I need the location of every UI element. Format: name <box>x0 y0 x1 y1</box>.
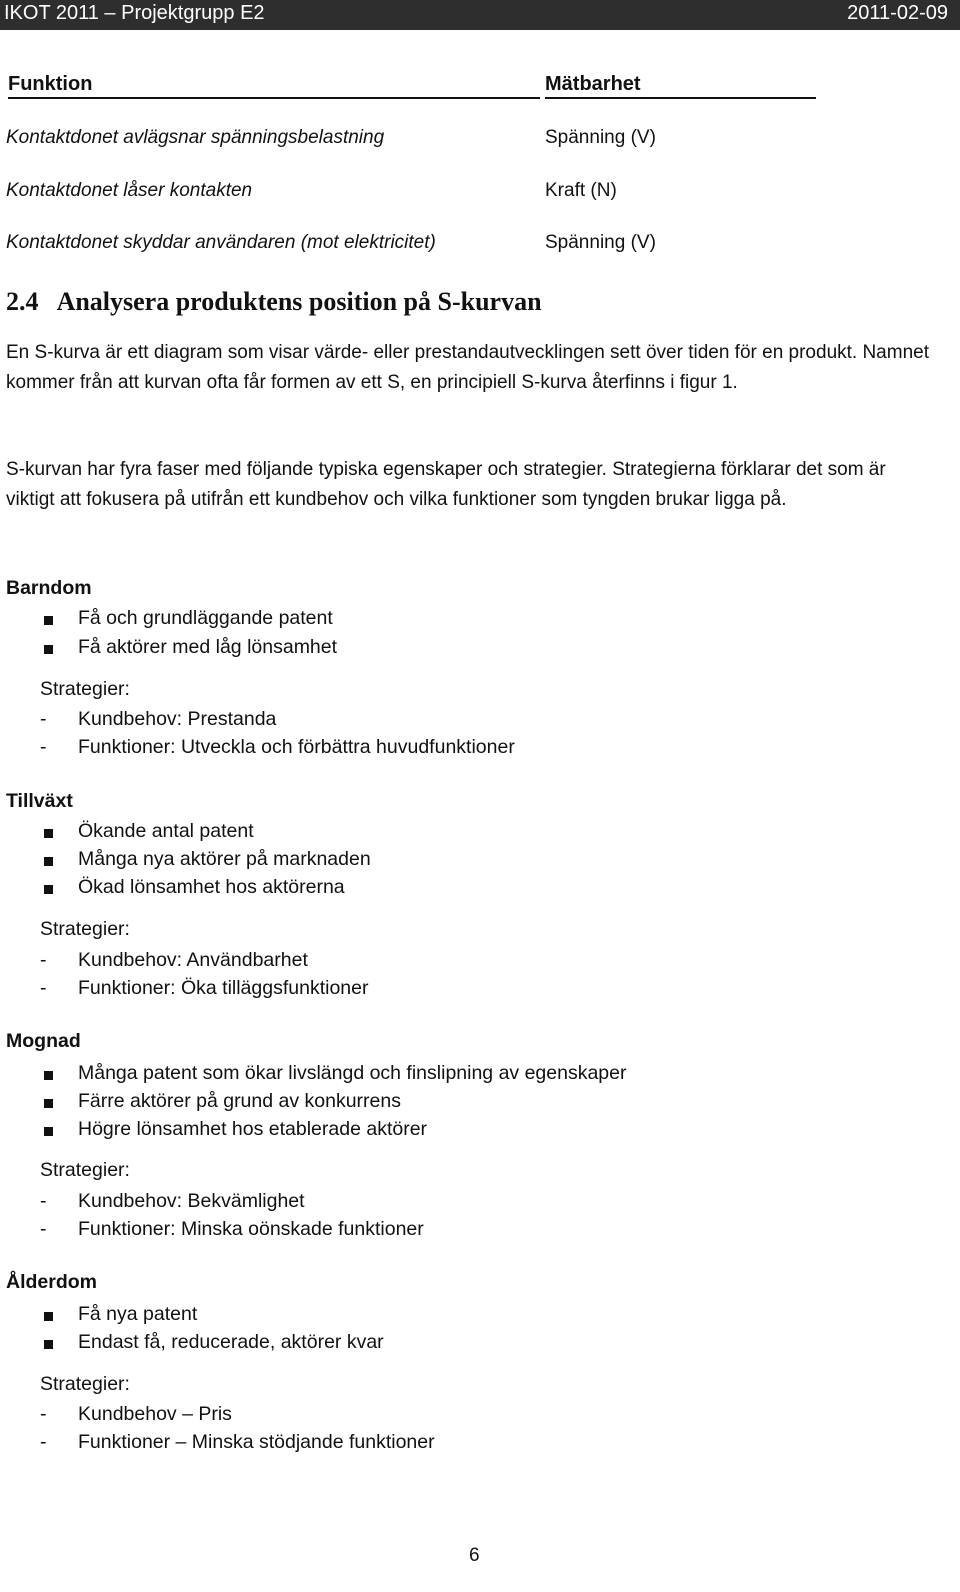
strategies-label: Strategier: <box>40 678 130 700</box>
phase-heading-mognad: Mognad <box>6 1030 81 1052</box>
dash-marker: - <box>40 1190 47 1212</box>
column-header-function: Funktion <box>8 73 540 99</box>
bullet-icon <box>44 616 53 625</box>
strategy-item: Kundbehov: Användbarhet <box>78 949 308 971</box>
bullet-icon <box>44 857 53 866</box>
strategy-item: Funktioner: Utveckla och förbättra huvudfunktioner <box>78 736 515 758</box>
column-header-measurability: Mätbarhet <box>545 73 816 99</box>
bullet-icon <box>44 1071 53 1080</box>
phase-heading-tillvaxt: Tillväxt <box>6 790 73 812</box>
paragraph-s-curve-phases: S-kurvan har fyra faser med följande typiska egenskaper och strategier. Strategierna förklarar det som är viktigt att fokusera på utifrån ett kundbehov och vilka funktioner som tyngden brukar ligga på. <box>6 459 886 510</box>
list-item: Få nya patent <box>78 1303 198 1325</box>
strategy-item: Kundbehov: Prestanda <box>78 708 277 730</box>
table-row-function: Kontaktdonet avlägsnar spänningsbelastning <box>6 127 385 148</box>
list-item: Få och grundläggande patent <box>78 607 333 629</box>
list-item: Högre lönsamhet hos etablerade aktörer <box>78 1118 428 1140</box>
paragraph-s-curve-definition: En S-kurva är ett diagram som visar värde- eller prestandautvecklingen sett över tiden för en produkt. Namnet kommer från att kurvan ofta får formen av ett S, en principiell S-kurva återfinns i figur 1. <box>6 342 929 393</box>
list-item: Ökande antal patent <box>78 820 254 842</box>
list-item: Endast få, reducerade, aktörer kvar <box>78 1331 384 1353</box>
table-row-function: Kontaktdonet låser kontakten <box>6 180 253 201</box>
page-number: 6 <box>469 1545 480 1566</box>
header-date: 2011-02-09 <box>847 2 948 24</box>
list-item: Färre aktörer på grund av konkurrens <box>78 1090 401 1112</box>
page-header <box>0 0 960 30</box>
bullet-icon <box>44 1099 53 1108</box>
dash-marker: - <box>40 708 47 730</box>
dash-marker: - <box>40 977 47 999</box>
table-row-measure: Kraft (N) <box>545 180 617 201</box>
dash-marker: - <box>40 949 47 971</box>
bullet-icon <box>44 829 53 838</box>
strategies-label: Strategier: <box>40 918 130 940</box>
bullet-icon <box>44 645 53 654</box>
section-heading: 2.4 Analysera produktens position på S-kurvan <box>6 287 542 316</box>
header-title: IKOT 2011 – Projektgrupp E2 <box>4 2 265 24</box>
table-row-measure: Spänning (V) <box>545 127 656 148</box>
bullet-icon <box>44 1127 53 1136</box>
dash-marker: - <box>40 1403 47 1425</box>
strategy-item: Funktioner – Minska stödjande funktioner <box>78 1431 435 1453</box>
strategy-item: Kundbehov: Bekvämlighet <box>78 1190 305 1212</box>
dash-marker: - <box>40 1218 47 1240</box>
dash-marker: - <box>40 736 47 758</box>
list-item: Många nya aktörer på marknaden <box>78 848 371 870</box>
strategies-label: Strategier: <box>40 1373 130 1395</box>
table-row-measure: Spänning (V) <box>545 232 656 253</box>
list-item: Få aktörer med låg lönsamhet <box>78 636 338 658</box>
bullet-icon <box>44 885 53 894</box>
strategy-item: Funktioner: Minska oönskade funktioner <box>78 1218 424 1240</box>
list-item: Många patent som ökar livslängd och finslipning av egenskaper <box>78 1062 627 1084</box>
table-row-function: Kontaktdonet skyddar användaren (mot elektricitet) <box>6 232 436 253</box>
phase-heading-alderdom: Ålderdom <box>6 1271 98 1293</box>
phase-heading-barndom: Barndom <box>6 577 92 599</box>
strategy-item: Kundbehov – Pris <box>78 1403 232 1425</box>
bullet-icon <box>44 1312 53 1321</box>
dash-marker: - <box>40 1431 47 1453</box>
list-item: Ökad lönsamhet hos aktörerna <box>78 876 345 898</box>
strategy-item: Funktioner: Öka tilläggsfunktioner <box>78 977 369 999</box>
bullet-icon <box>44 1340 53 1349</box>
strategies-label: Strategier: <box>40 1159 130 1181</box>
